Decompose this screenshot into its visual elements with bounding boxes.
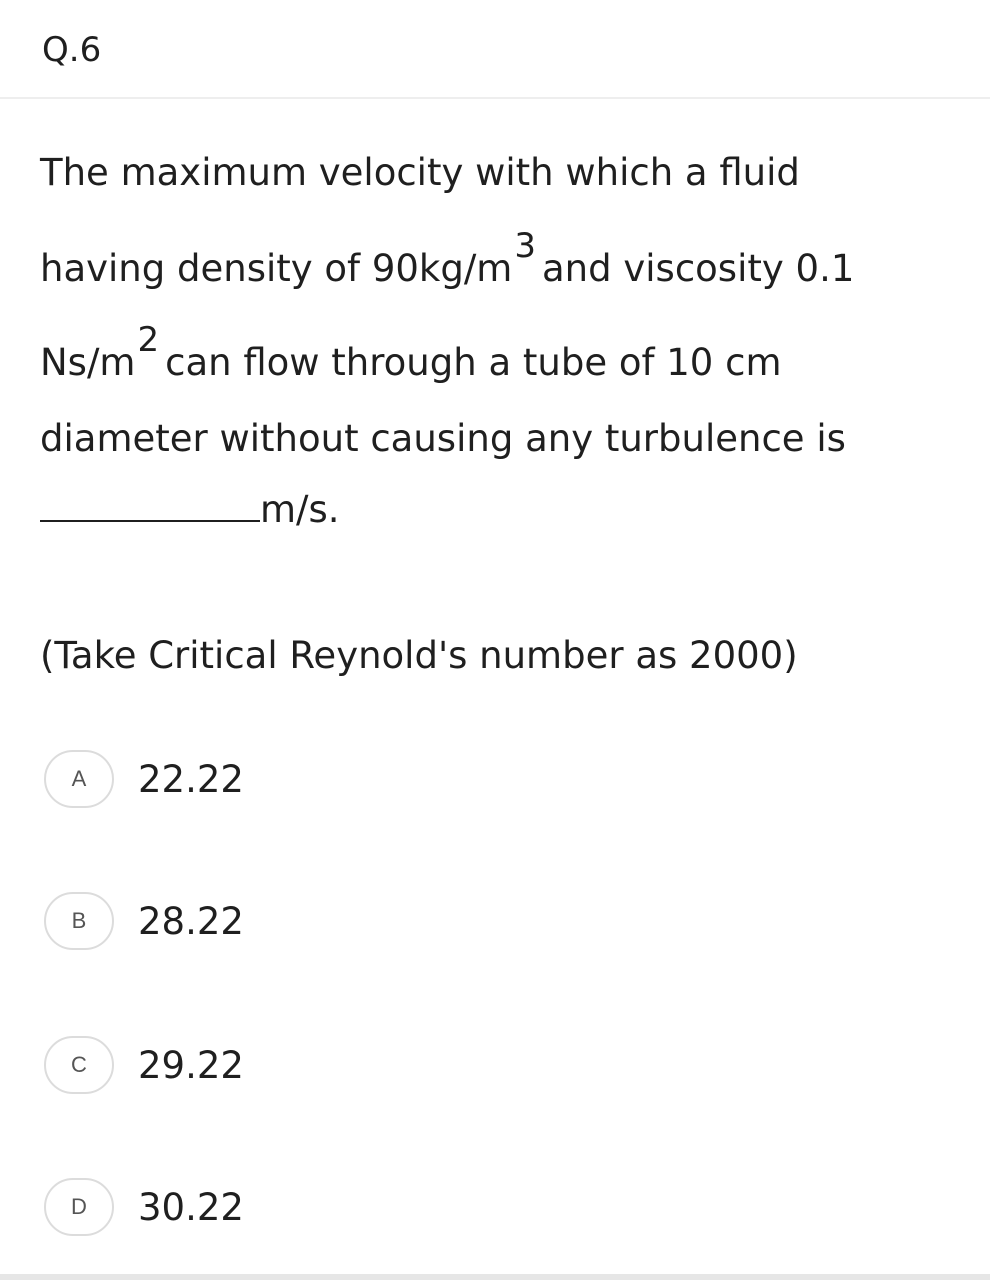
option-c-text: 29.22 <box>138 1043 244 1087</box>
question-text-2b: and viscosity 0.1 <box>542 247 855 290</box>
option-a[interactable] <box>44 749 244 809</box>
question-line-4 <box>40 416 846 462</box>
question-text-1: The maximum velocity with which a fluid <box>40 151 800 194</box>
option-b-text: 28.22 <box>138 899 244 943</box>
question-note: (Take Critical Reynold's number as 2000) <box>40 634 798 677</box>
question-text-3b: can flow through a tube of 10 cm <box>165 341 782 384</box>
option-a-letter: A <box>44 750 114 808</box>
header-divider <box>0 97 990 99</box>
question-text-4: diameter without causing any turbulence is <box>40 417 846 460</box>
question-text-2a: having density of 90kg/m <box>40 247 513 290</box>
question-number: Q.6 <box>42 30 102 70</box>
option-d-text: 30.22 <box>138 1185 244 1229</box>
option-d-letter: D <box>44 1178 114 1236</box>
question-line-2 <box>40 226 855 292</box>
option-c[interactable] <box>44 1035 244 1095</box>
question-text-3a: Ns/m <box>40 341 136 384</box>
answer-blank <box>40 486 260 522</box>
question-line-5 <box>40 486 340 533</box>
option-b[interactable] <box>44 891 244 951</box>
option-c-letter: C <box>44 1036 114 1094</box>
bottom-rule <box>0 1274 990 1280</box>
option-d[interactable] <box>44 1177 244 1237</box>
option-b-letter: B <box>44 892 114 950</box>
question-line-1 <box>40 150 800 196</box>
option-a-text: 22.22 <box>138 757 244 801</box>
density-exponent: 3 <box>514 226 536 266</box>
question-line-3 <box>40 320 782 386</box>
viscosity-exponent: 2 <box>137 320 160 360</box>
answer-unit: m/s. <box>260 488 340 531</box>
